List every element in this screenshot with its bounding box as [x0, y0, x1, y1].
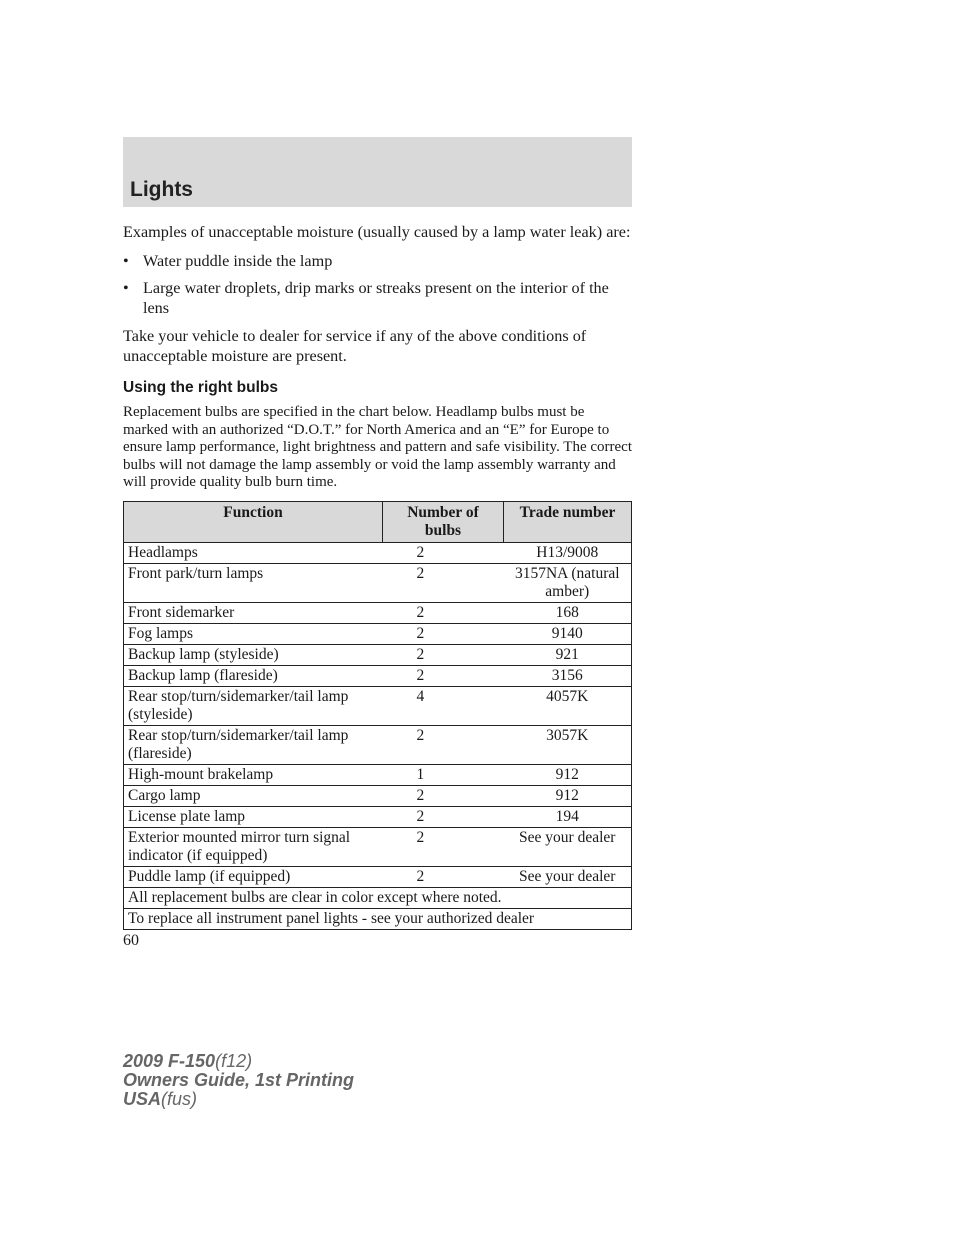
- table-row: [124, 725, 632, 764]
- count-cell: 1: [383, 764, 504, 785]
- count-cell: 2: [383, 602, 504, 623]
- table-row: [124, 764, 632, 785]
- table-row: [124, 785, 632, 806]
- section-header-band: [123, 137, 632, 207]
- column-header-trade-number: Trade number: [504, 501, 632, 542]
- trade-number-cell: 3156: [504, 665, 632, 686]
- table-row: [124, 686, 632, 725]
- count-cell: 2: [383, 806, 504, 827]
- trade-number-cell: 9140: [504, 623, 632, 644]
- table-note-row: [124, 887, 632, 908]
- page-number: 60: [123, 932, 139, 949]
- function-cell: Front park/turn lamps: [124, 563, 383, 602]
- trade-number-cell: 3057K: [504, 725, 632, 764]
- trade-number-cell: See your dealer: [504, 827, 632, 866]
- table-row: [124, 542, 632, 563]
- trade-number-cell: 912: [504, 785, 632, 806]
- list-item: • Water puddle inside the lamp: [123, 252, 333, 270]
- function-cell: Headlamps: [124, 542, 383, 563]
- table-header-row: [124, 501, 632, 542]
- function-cell: Backup lamp (styleside): [124, 644, 383, 665]
- function-cell: Front sidemarker: [124, 602, 383, 623]
- table-note: To replace all instrument panel lights - see your authorized dealer: [124, 908, 632, 929]
- list-item: • Large water droplets, drip marks or streaks present on the interior of the lens: [123, 279, 609, 317]
- bullet-icon: •: [123, 252, 129, 270]
- trade-number-cell: 4057K: [504, 686, 632, 725]
- table-row: [124, 866, 632, 887]
- bulbs-paragraph: Replacement bulbs are specified in the chart below. Headlamp bulbs must be marked with an authorized “D.O.T.” for North America and an “E” for Europe to ensure lamp performance, light brightness and pattern and safe visibility. The correct bulbs will not damage the lamp assembly or void the lamp assembly warranty and will provide quality bulb burn time.: [123, 404, 632, 490]
- count-cell: 4: [383, 686, 504, 725]
- count-cell: 2: [383, 827, 504, 866]
- print-footer: [123, 1052, 354, 1109]
- count-cell: 2: [383, 542, 504, 563]
- table-row: [124, 623, 632, 644]
- table-note-row: [124, 908, 632, 929]
- trade-number-cell: 921: [504, 644, 632, 665]
- function-cell: Backup lamp (flareside): [124, 665, 383, 686]
- count-cell: 2: [383, 785, 504, 806]
- function-cell: Cargo lamp: [124, 785, 383, 806]
- function-cell: Rear stop/turn/sidemarker/tail lamp (flareside): [124, 725, 383, 764]
- table-row: [124, 563, 632, 602]
- moisture-examples-list: [123, 251, 633, 318]
- trade-number-cell: H13/9008: [504, 542, 632, 563]
- table-row: [124, 665, 632, 686]
- table-row: [124, 806, 632, 827]
- function-cell: Exterior mounted mirror turn signal indicator (if equipped): [124, 827, 383, 866]
- function-cell: Rear stop/turn/sidemarker/tail lamp (styleside): [124, 686, 383, 725]
- page-content: [123, 222, 633, 930]
- table-row: [124, 602, 632, 623]
- count-cell: 2: [383, 665, 504, 686]
- column-header-function: Function: [124, 501, 383, 542]
- bullet-icon: •: [123, 279, 129, 297]
- trade-number-cell: See your dealer: [504, 866, 632, 887]
- count-cell: 2: [383, 563, 504, 602]
- function-cell: High-mount brakelamp: [124, 764, 383, 785]
- count-cell: 2: [383, 866, 504, 887]
- function-cell: Puddle lamp (if equipped): [124, 866, 383, 887]
- table-row: [124, 827, 632, 866]
- trade-number-cell: 168: [504, 602, 632, 623]
- count-cell: 2: [383, 644, 504, 665]
- function-cell: Fog lamps: [124, 623, 383, 644]
- footer-line-region: USA(fus): [123, 1089, 198, 1109]
- section-heading: Using the right bulbs: [123, 379, 278, 396]
- column-header-number: Number of bulbs: [383, 501, 504, 542]
- intro-paragraph: Examples of unacceptable moisture (usually caused by a lamp water leak) are:: [123, 223, 631, 241]
- count-cell: 2: [383, 725, 504, 764]
- table-note: All replacement bulbs are clear in color except where noted.: [124, 887, 632, 908]
- trade-number-cell: 194: [504, 806, 632, 827]
- advice-paragraph: Take your vehicle to dealer for service if any of the above conditions of unacceptable moisture are present.: [123, 327, 587, 365]
- footer-line-model: 2009 F-150(f12): [123, 1051, 253, 1071]
- function-cell: License plate lamp: [124, 806, 383, 827]
- footer-line-guide: Owners Guide, 1st Printing: [123, 1070, 355, 1090]
- section-title: Lights: [130, 178, 193, 201]
- count-cell: 2: [383, 623, 504, 644]
- trade-number-cell: 3157NA (natural amber): [504, 563, 632, 602]
- table-row: [124, 644, 632, 665]
- trade-number-cell: 912: [504, 764, 632, 785]
- bulb-table: [123, 501, 632, 930]
